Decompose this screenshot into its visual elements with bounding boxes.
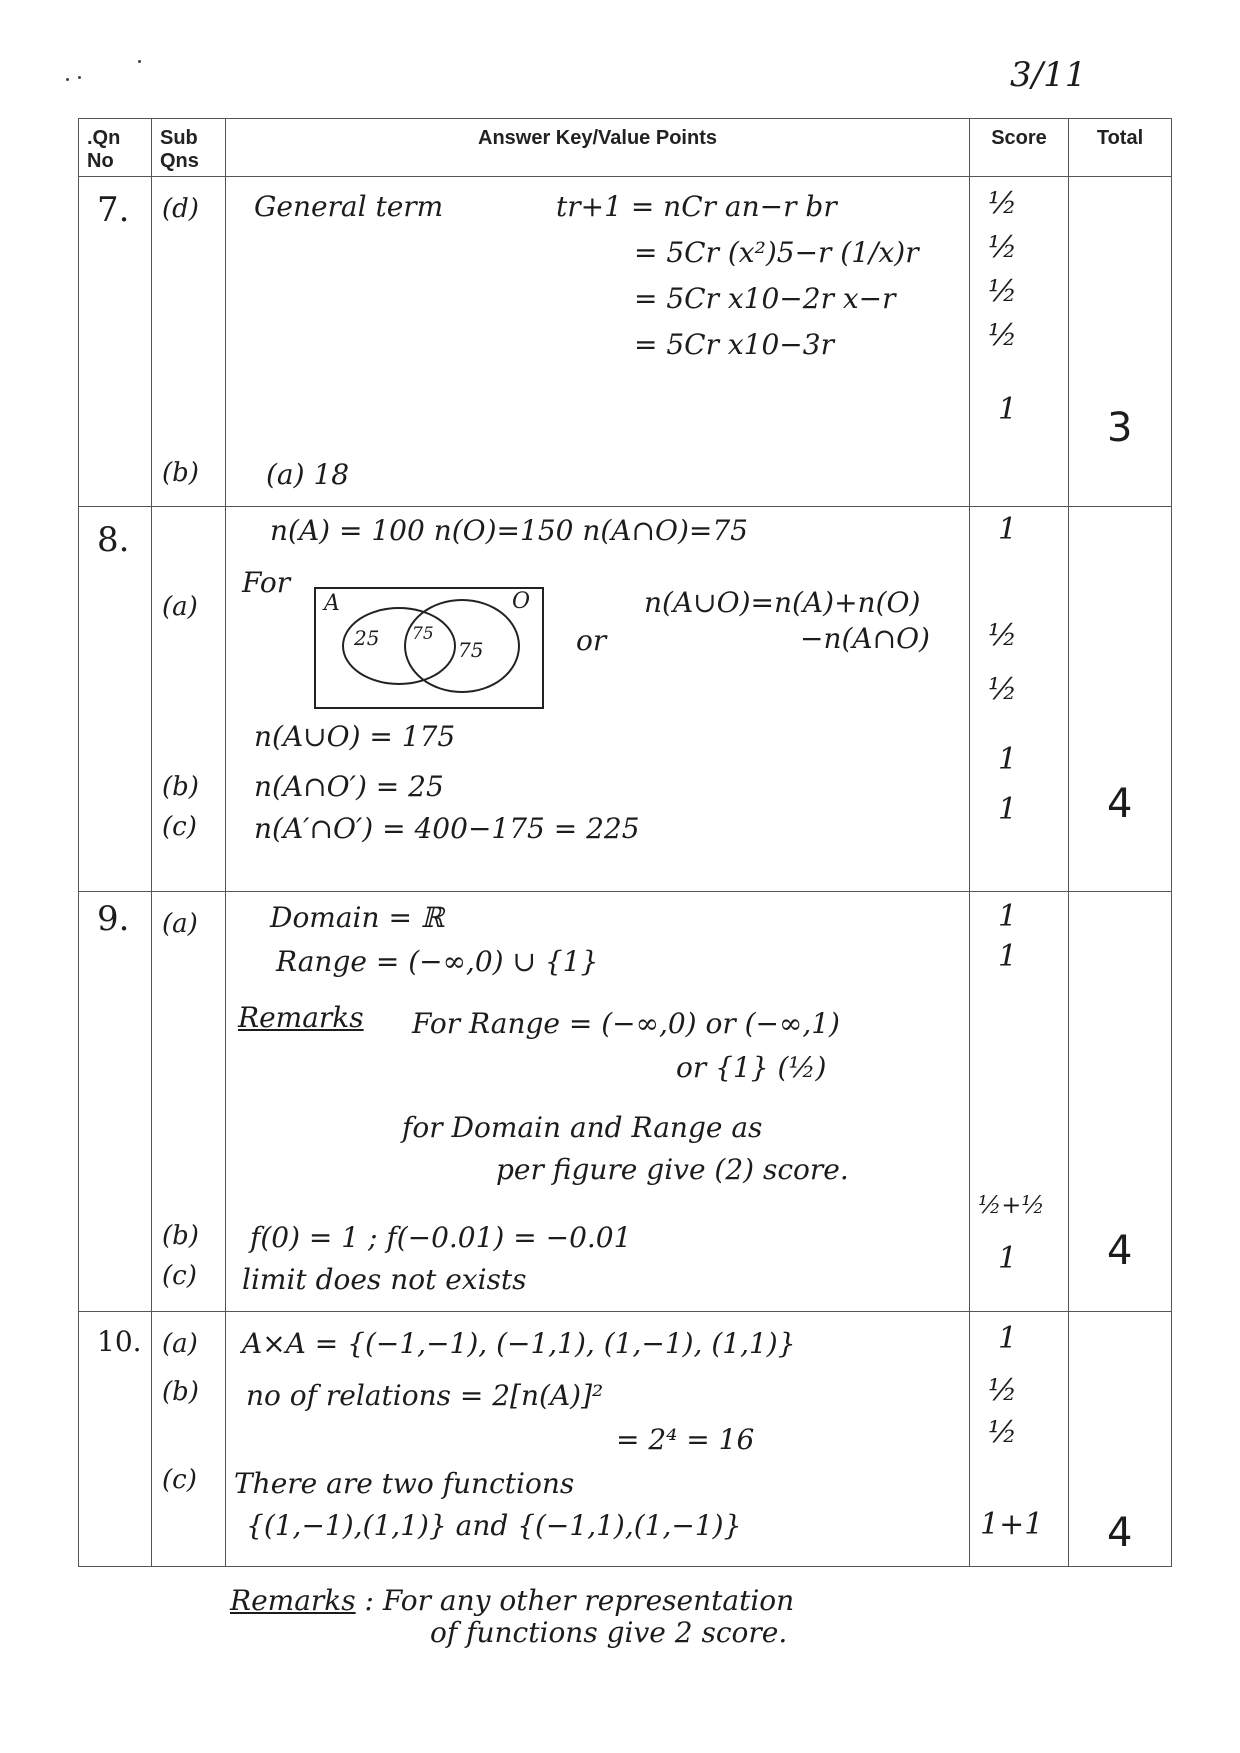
score-value: 1 xyxy=(998,939,1018,974)
answer-text: −n(A∩O) xyxy=(800,622,930,655)
qn-number: 7. xyxy=(97,190,130,230)
answer-text: A×A = {(−1,−1), (−1,1), (1,−1), (1,1)} xyxy=(242,1327,796,1360)
question-row-9 xyxy=(79,892,1172,1312)
answer-text: = 5Cr x10−3r xyxy=(634,328,834,361)
answer-text: There are two functions xyxy=(234,1467,575,1500)
question-row-10 xyxy=(79,1312,1172,1567)
header-sub: Sub Qns xyxy=(152,119,226,177)
score-value: ½ xyxy=(988,1415,1018,1450)
answer-text: = 2⁴ = 16 xyxy=(616,1423,755,1456)
answer-text: per figure give (2) score. xyxy=(496,1153,849,1186)
sub-qn-label: (d) xyxy=(162,194,199,224)
venn-set-label: O xyxy=(512,589,531,614)
sub-qn-label: (b) xyxy=(162,1221,199,1251)
answer-text: n(A∪O)=n(A)+n(O) xyxy=(644,586,921,619)
venn-set-label: A xyxy=(324,591,340,616)
answer-text: limit does not exists xyxy=(242,1263,527,1296)
header-row xyxy=(79,119,1172,177)
score-value: ½+½ xyxy=(978,1191,1045,1219)
answer-text: f(0) = 1 ; f(−0.01) = −0.01 xyxy=(250,1221,632,1254)
answer-text: or xyxy=(576,624,607,657)
answer-text: {(1,−1),(1,1)} and {(−1,1),(1,−1)} xyxy=(246,1509,742,1542)
remarks-text: of functions give 2 score. xyxy=(430,1616,788,1650)
answer-text: or {1} (½) xyxy=(676,1051,827,1084)
answer-text: For Range = (−∞,0) or (−∞,1) xyxy=(412,1007,840,1040)
question-row-8 xyxy=(79,507,1172,892)
scan-speck xyxy=(66,78,69,81)
sub-qn-label: (b) xyxy=(162,1377,199,1407)
sub-qn-label: (a) xyxy=(162,592,198,622)
sub-qn-label: (b) xyxy=(162,772,199,802)
header-score: Score xyxy=(970,119,1069,177)
score-value: ½ xyxy=(988,1373,1018,1408)
answer-text: Domain = ℝ xyxy=(270,901,445,934)
venn-diagram xyxy=(314,587,544,709)
sub-qn-label: (a) xyxy=(162,1329,198,1359)
venn-value: 75 xyxy=(458,638,484,662)
qn-number: 8. xyxy=(97,520,130,560)
answer-text: General term xyxy=(254,190,444,223)
answer-text: n(A∩O′) = 25 xyxy=(254,770,444,803)
answer-text: = 5Cr x10−2r x−r xyxy=(634,282,896,315)
answer-text: For xyxy=(242,566,291,599)
answer-text: no of relations = 2[n(A)]² xyxy=(246,1379,604,1412)
sub-qn-label: (c) xyxy=(162,1465,197,1495)
remarks-text: : For any other representation xyxy=(364,1584,795,1617)
footer-remarks xyxy=(230,1585,794,1649)
score-value: 1 xyxy=(998,792,1018,827)
qn-number: 9. xyxy=(97,899,130,939)
sub-qn-label: (c) xyxy=(162,812,197,842)
venn-value: 25 xyxy=(354,626,380,650)
page-number: 3/11 xyxy=(1010,55,1087,95)
question-row-7 xyxy=(79,177,1172,507)
total-score: 3 xyxy=(1107,405,1133,451)
total-score: 4 xyxy=(1107,781,1133,827)
remarks-label: Remarks xyxy=(238,1001,364,1034)
answer-text: Range = (−∞,0) ∪ {1} xyxy=(276,945,599,978)
scan-speck xyxy=(138,60,141,63)
answer-key-table xyxy=(78,118,1172,1567)
answer-text: n(A′∩O′) = 400−175 = 225 xyxy=(254,812,640,845)
score-value: ½ xyxy=(988,274,1018,309)
score-value: ½ xyxy=(988,186,1018,221)
score-value: 1 xyxy=(998,1241,1018,1276)
total-score: 4 xyxy=(1107,1228,1133,1274)
score-value: ½ xyxy=(988,672,1018,707)
total-score: 4 xyxy=(1107,1510,1133,1556)
sub-qn-label: (c) xyxy=(162,1261,197,1291)
score-value: 1+1 xyxy=(980,1507,1044,1542)
remarks-label: Remarks xyxy=(230,1584,356,1617)
answer-text: for Domain and Range as xyxy=(402,1111,763,1144)
qn-number: 10. xyxy=(97,1325,142,1358)
answer-text: = 5Cr (x²)5−r (1/x)r xyxy=(634,236,919,269)
sub-qn-label: (a) xyxy=(162,909,198,939)
header-answer: Answer Key/Value Points xyxy=(226,119,970,177)
answer-text: (a) 18 xyxy=(266,458,350,491)
answer-text: n(A) = 100 n(O)=150 n(A∩O)=75 xyxy=(270,514,748,547)
scan-speck xyxy=(78,76,81,79)
score-value: ½ xyxy=(988,318,1018,353)
score-value: ½ xyxy=(988,618,1018,653)
score-value: 1 xyxy=(998,899,1018,934)
score-value: 1 xyxy=(998,1321,1018,1356)
venn-value: 75 xyxy=(412,624,434,644)
score-value: 1 xyxy=(998,742,1018,777)
header-total: Total xyxy=(1069,119,1172,177)
answer-text: n(A∪O) = 175 xyxy=(254,720,456,753)
sub-qn-label: (b) xyxy=(162,458,199,488)
answer-text: tr+1 = nCr an−r br xyxy=(556,190,837,223)
score-value: ½ xyxy=(988,230,1018,265)
score-value: 1 xyxy=(998,512,1018,547)
score-value: 1 xyxy=(998,392,1018,427)
header-qn: .Qn No xyxy=(79,119,152,177)
